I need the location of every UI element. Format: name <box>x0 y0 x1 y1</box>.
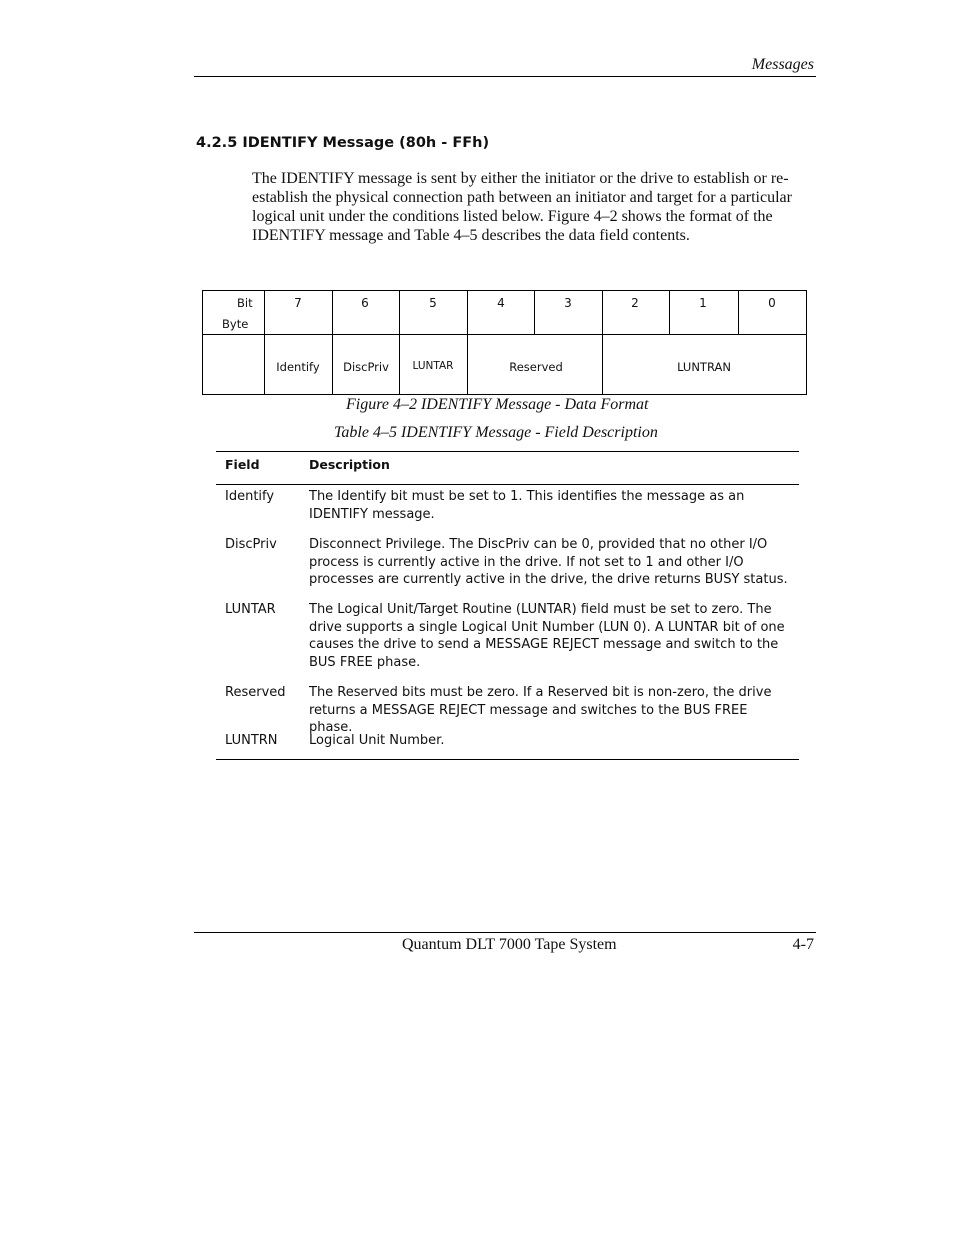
column-header-field: Field <box>225 457 260 472</box>
field-cell-reserved: Reserved <box>509 360 563 374</box>
column-divider <box>264 291 265 394</box>
section-heading: 4.2.5 IDENTIFY Message (80h - FFh) <box>196 135 490 151</box>
figure-caption: Figure 4–2 IDENTIFY Message - Data Format <box>346 396 649 413</box>
field-cell-luntar: LUNTAR <box>412 360 454 372</box>
running-footer <box>194 932 816 963</box>
bit-number: 4 <box>497 296 505 310</box>
page-number: 4-7 <box>792 936 814 953</box>
column-header-description: Description <box>309 457 390 472</box>
bit-number: 2 <box>631 296 639 310</box>
column-divider <box>534 291 535 334</box>
field-description: The Reserved bits must be zero. If a Reserved bit is non-zero, the drive returns a MESSAGE REJECT message and switches to the BUS FREE phase. <box>309 685 772 735</box>
column-divider <box>467 291 468 394</box>
header-rule <box>216 484 799 485</box>
field-name: Identify <box>225 489 275 504</box>
bit-number: 5 <box>429 296 437 310</box>
field-description: The Identify bit must be set to 1. This identifies the message as an IDENTIFY message. <box>309 489 745 522</box>
column-divider <box>602 291 603 394</box>
column-divider <box>669 291 670 334</box>
table-caption: Table 4–5 IDENTIFY Message - Field Description <box>334 424 658 441</box>
field-name: DiscPriv <box>225 537 277 552</box>
running-header-section: Messages <box>751 56 814 73</box>
field-name: LUNTAR <box>225 602 276 617</box>
column-divider <box>738 291 739 334</box>
row-divider <box>203 334 806 335</box>
bit-number: 3 <box>564 296 572 310</box>
field-cell-identify: Identify <box>276 360 320 374</box>
bit-number: 0 <box>768 296 776 310</box>
field-description: Logical Unit Number. <box>309 733 445 748</box>
field-description: Disconnect Privilege. The DiscPriv can be 0, provided that no other I/O process is currently active in the drive. If not set to 1 and other I/O processes are currently active in the drive, the drive returns BUSY status. <box>309 537 788 587</box>
corner-bit-label: Bit <box>237 296 253 310</box>
field-cell-discpriv: DiscPriv <box>343 360 389 374</box>
bit-format-figure <box>202 290 807 395</box>
intro-paragraph: The IDENTIFY message is sent by either the initiator or the drive to establish or re-establish the physical connection path between an initiator and target for a particular logical unit under the conditions listed below. Figure 4–2 shows the format of the IDENTIFY message and Table 4–5 describes the data field contents. <box>252 170 792 244</box>
column-divider <box>332 291 333 394</box>
field-name: Reserved <box>225 685 286 700</box>
column-divider <box>399 291 400 394</box>
field-description: The Logical Unit/Target Routine (LUNTAR) field must be set to zero. The drive supports a single Logical Unit Number (LUN 0). A LUNTAR bit of one causes the drive to send a MESSAGE REJECT message and switch to the BUS FREE phase. <box>309 602 785 670</box>
field-name: LUNTRN <box>225 733 278 748</box>
field-description-table <box>216 451 799 760</box>
field-cell-luntran: LUNTRAN <box>677 360 731 374</box>
running-header <box>194 55 816 77</box>
bit-number: 1 <box>699 296 707 310</box>
footer-title: Quantum DLT 7000 Tape System <box>402 936 617 953</box>
bit-number: 7 <box>294 296 302 310</box>
bit-number: 6 <box>361 296 369 310</box>
corner-byte-label: Byte <box>222 317 249 331</box>
